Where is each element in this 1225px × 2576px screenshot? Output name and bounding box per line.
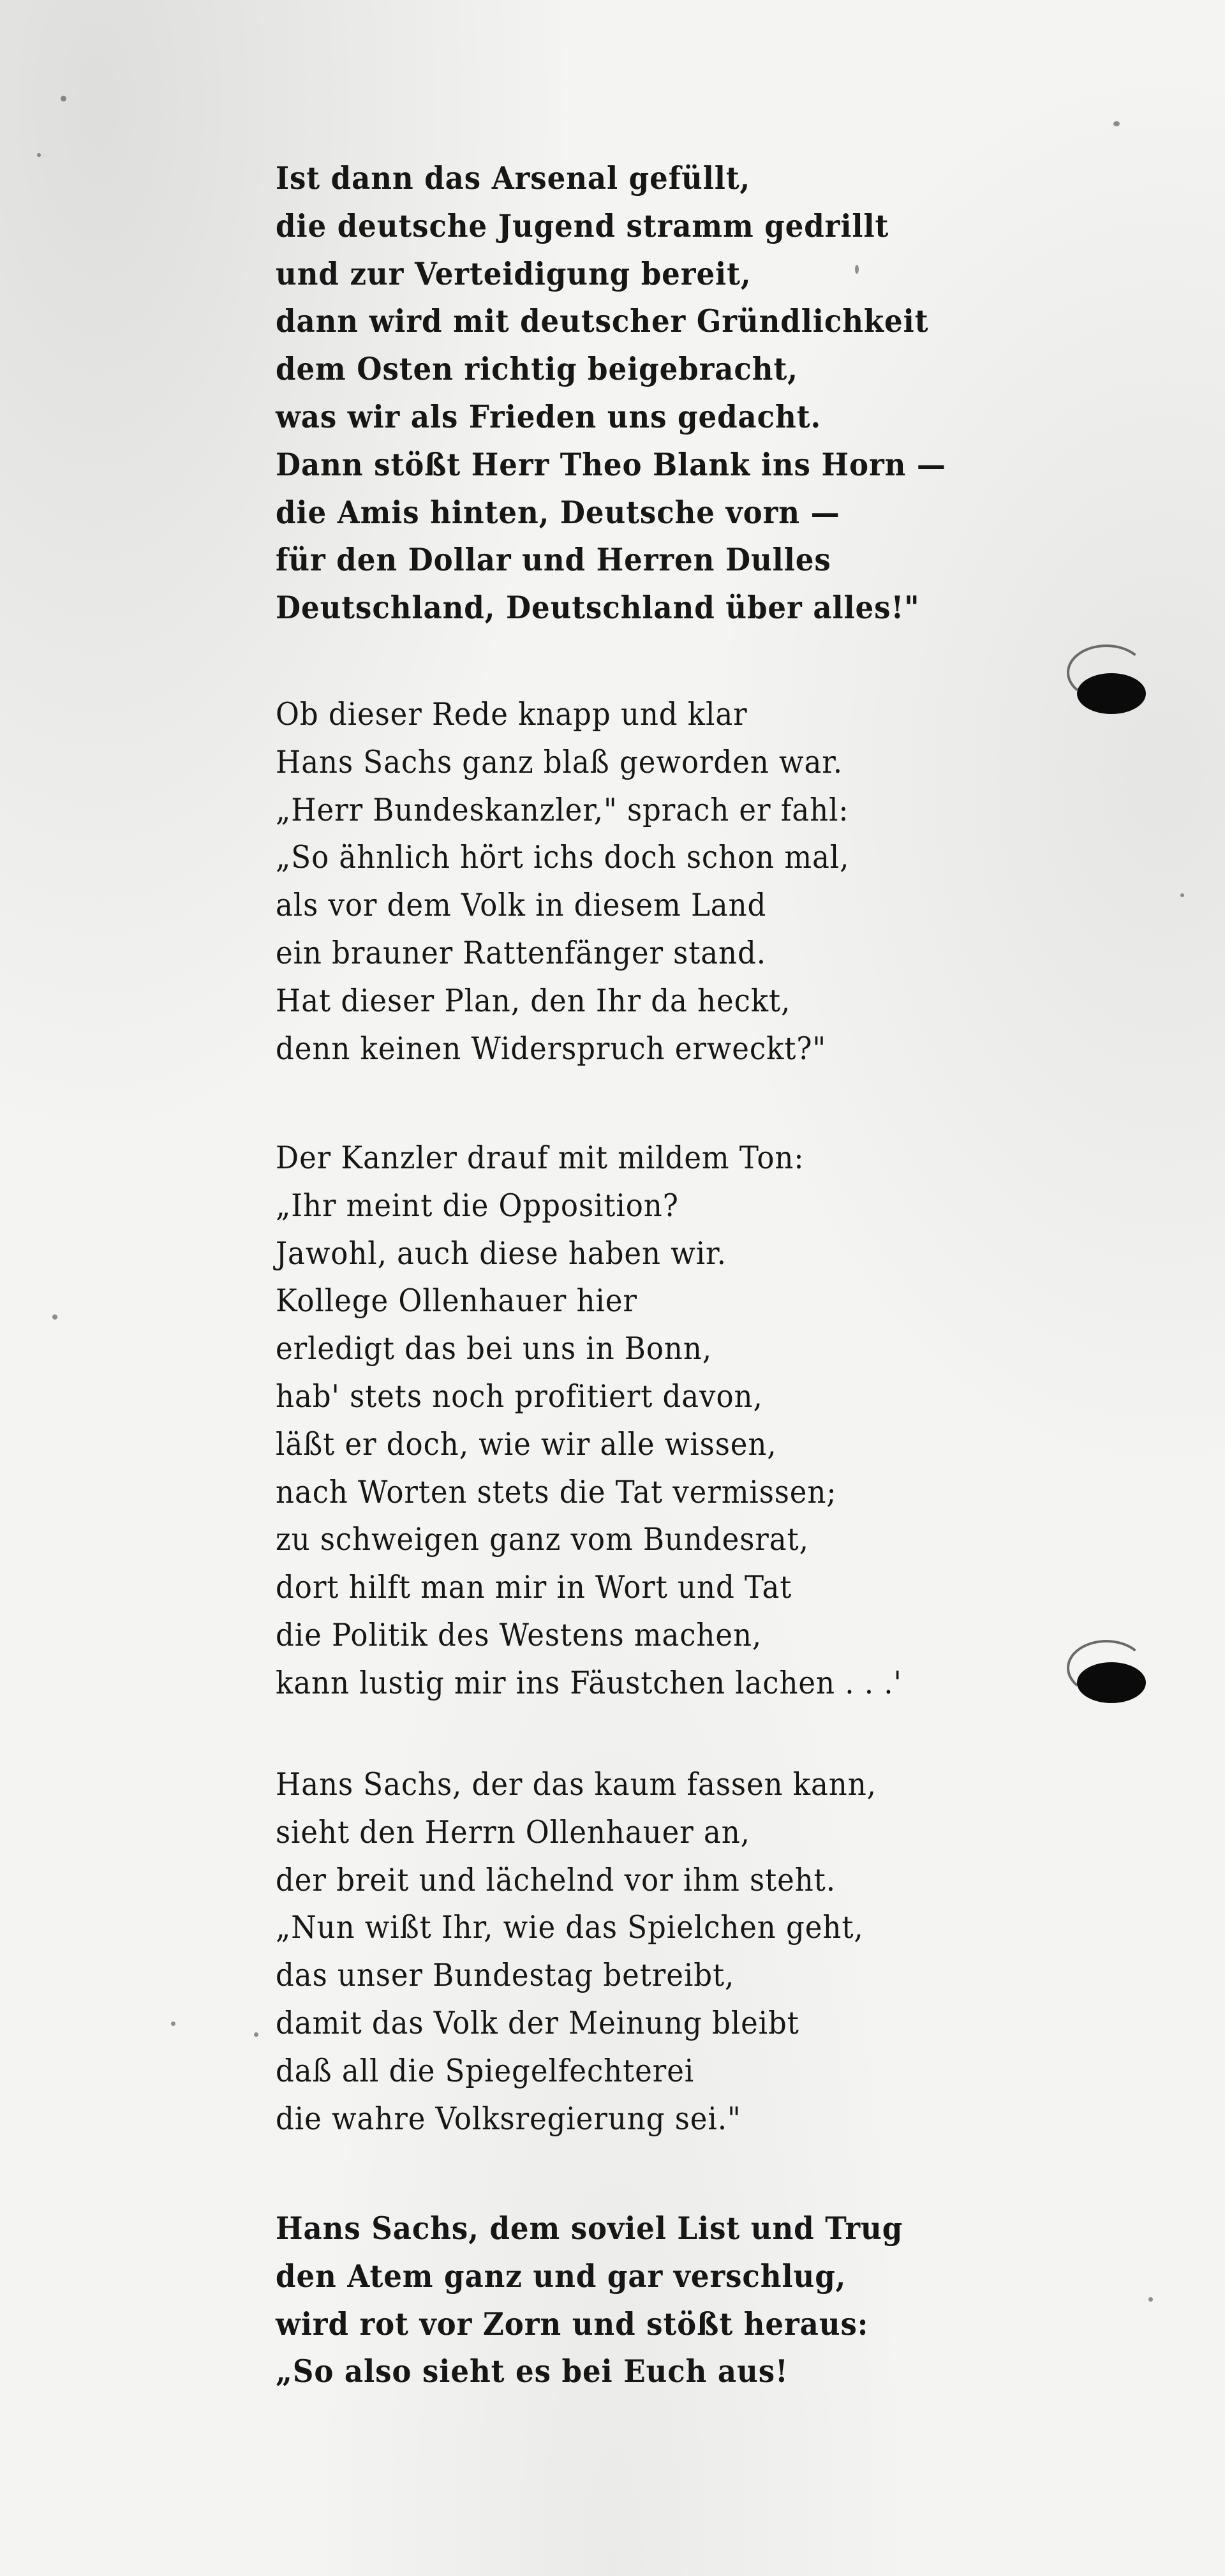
verse-line: Ist dann das Arsenal gefüllt, — [276, 160, 751, 197]
scan-speck — [61, 96, 66, 101]
scan-speck — [1113, 121, 1120, 126]
verse-line: Jawohl, auch diese haben wir. — [276, 1235, 727, 1272]
verse-line: Hans Sachs, der das kaum fassen kann, — [276, 1766, 877, 1803]
verse-line: läßt er doch, wie wir alle wissen, — [276, 1426, 777, 1463]
scan-speck — [171, 2021, 175, 2026]
verse-line: hab' stets noch profitiert davon, — [276, 1378, 763, 1415]
scan-speck — [1180, 893, 1184, 897]
verse-line: damit das Volk der Meinung bleibt — [276, 2004, 799, 2041]
stanza-1 — [276, 154, 990, 632]
verse-line: „Herr Bundeskanzler," sprach er fahl: — [276, 791, 849, 828]
verse-line: „Ihr meint die Opposition? — [276, 1187, 679, 1224]
verse-line: für den Dollar und Herren Dulles — [276, 541, 831, 579]
verse-line: dem Osten richtig beigebracht, — [276, 350, 798, 388]
verse-line: Hans Sachs ganz blaß geworden war. — [276, 743, 843, 780]
scan-speck — [52, 1314, 57, 1320]
stanza-2 — [276, 691, 990, 1073]
verse-line: zu schweigen ganz vom Bundesrat, — [276, 1521, 809, 1558]
verse-line: Kollege Ollenhauer hier — [276, 1283, 637, 1320]
verse-line: Der Kanzler drauf mit mildem Ton: — [276, 1140, 805, 1176]
scan-speck — [254, 2032, 258, 2037]
verse-line: daß all die Spiegelfechterei — [276, 2052, 695, 2089]
verse-line: erledigt das bei uns in Bonn, — [276, 1330, 713, 1367]
verse-line: dort hilft man mir in Wort und Tat — [276, 1569, 792, 1606]
verse-line: wird rot vor Zorn und stößt heraus: — [276, 2305, 869, 2342]
stanza-5 — [276, 2205, 990, 2395]
verse-line: als vor dem Volk in diesem Land — [276, 887, 767, 924]
verse-line: den Atem ganz und gar verschlug, — [276, 2257, 847, 2295]
verse-line: Hat dieser Plan, den Ihr da heckt, — [276, 982, 791, 1019]
verse-line: „So also sieht es bei Euch aus! — [276, 2353, 789, 2390]
verse-line: „Nun wißt Ihr, wie das Spielchen geht, — [276, 1909, 864, 1946]
scan-speck — [37, 153, 41, 157]
verse-line: der breit und lächelnd vor ihm steht. — [276, 1861, 836, 1898]
verse-line: „So ähnlich hört ichs doch schon mal, — [276, 839, 850, 876]
verse-line: ein brauner Rattenfänger stand. — [276, 934, 767, 971]
verse-line: die deutsche Jugend stramm gedrillt — [276, 207, 889, 244]
verse-line: kann lustig mir ins Fäustchen lachen . . .' — [276, 1664, 902, 1701]
verse-line: Dann stößt Herr Theo Blank ins Horn — — [276, 445, 946, 483]
verse-line: und zur Verteidigung bereit, — [276, 255, 752, 292]
verse-line: die wahre Volksregierung sei." — [276, 2100, 741, 2137]
stanza-3 — [276, 1135, 990, 1708]
verse-line: die Politik des Westens machen, — [276, 1616, 762, 1653]
verse-line: dann wird mit deutscher Gründlichkeit — [276, 302, 929, 340]
verse-line: sieht den Herrn Ollenhauer an, — [276, 1813, 750, 1850]
punch-hole-lower — [1077, 1662, 1146, 1703]
verse-line: Hans Sachs, dem soviel List und Trug — [276, 2210, 903, 2247]
verse-line: was wir als Frieden uns gedacht. — [276, 398, 822, 435]
stanza-4 — [276, 1761, 990, 2143]
punch-hole-upper — [1077, 673, 1146, 714]
verse-line: Ob dieser Rede knapp und klar — [276, 696, 748, 733]
scan-speck — [1148, 2297, 1153, 2302]
verse-line: denn keinen Widerspruch erweckt?" — [276, 1030, 827, 1067]
verse-line: die Amis hinten, Deutsche vorn — — [276, 493, 840, 531]
verse-line: Deutschland, Deutschland über alles!" — [276, 589, 920, 627]
verse-line: das unser Bundestag betreibt, — [276, 1957, 735, 1994]
verse-line: nach Worten stets die Tat vermissen; — [276, 1473, 837, 1510]
